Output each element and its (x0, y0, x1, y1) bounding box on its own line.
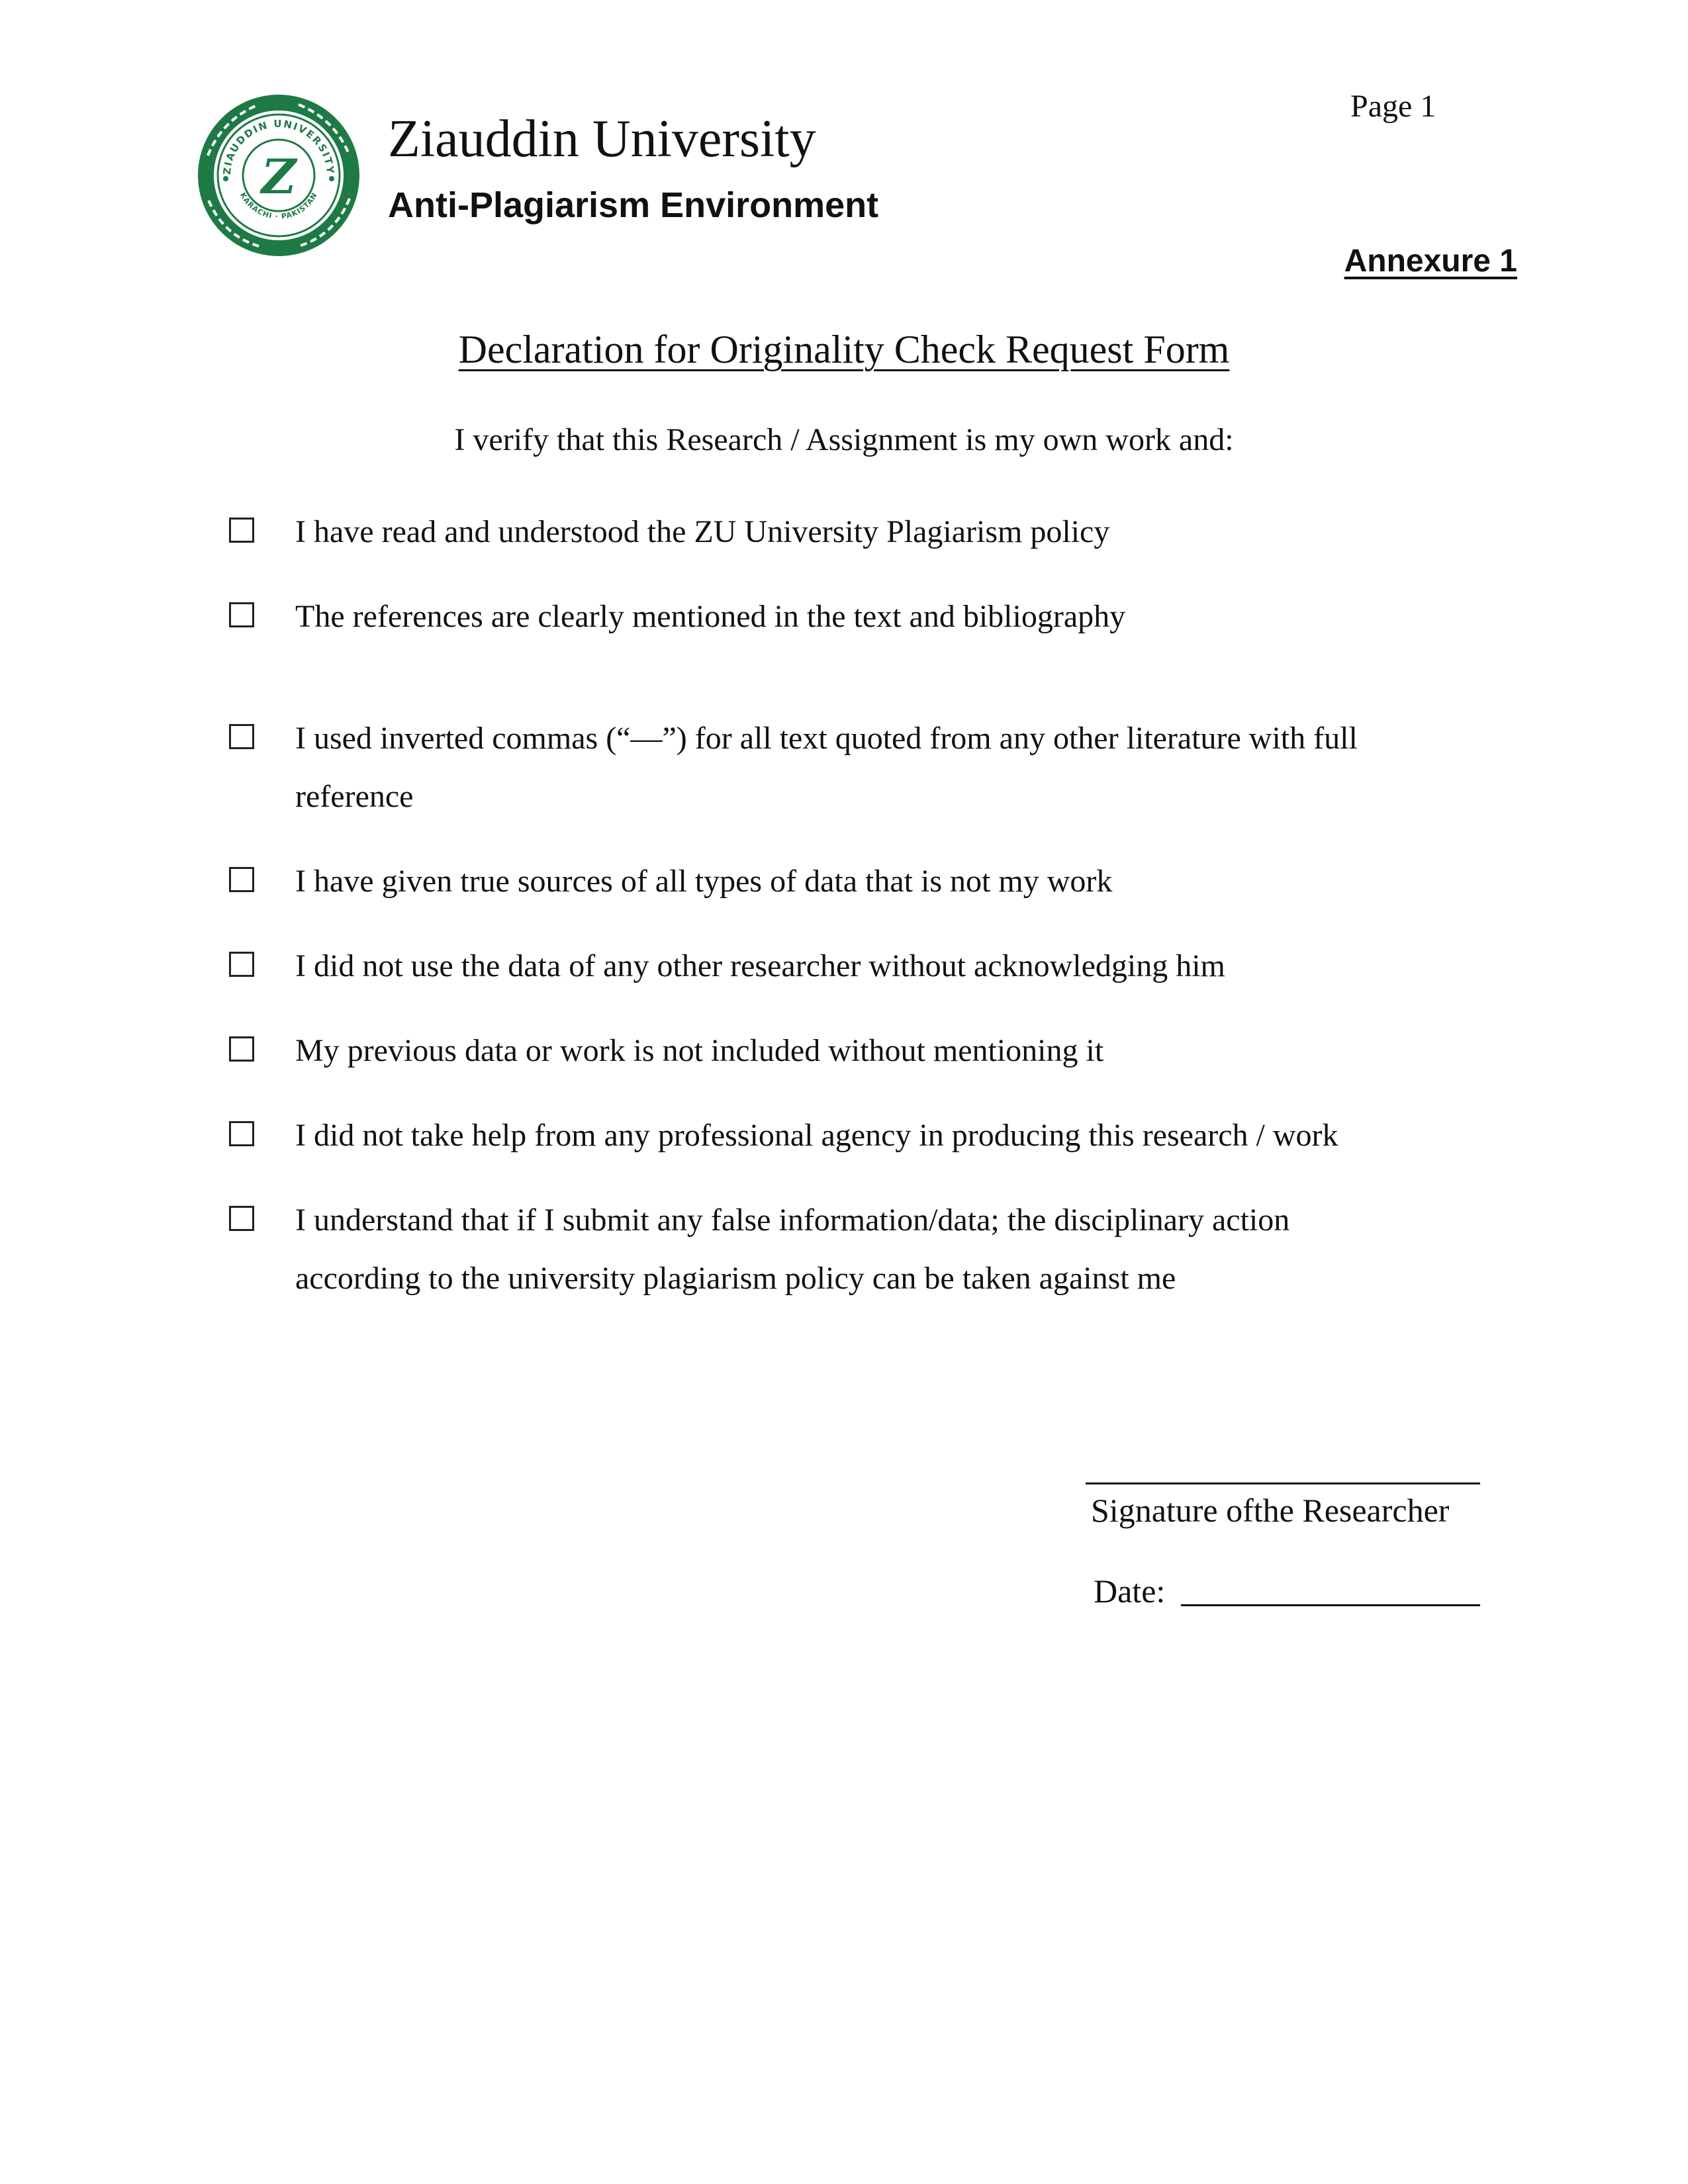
declaration-text: I understand that if I submit any false information/data; the disciplinary action (295, 1203, 1290, 1238)
environment-name: Anti-Plagiarism Environment (388, 185, 879, 225)
signature-label: Signature ofthe Researcher (1091, 1492, 1450, 1529)
declaration-text: I have read and understood the ZU University Plagiarism policy (295, 514, 1110, 549)
checkbox[interactable] (229, 1206, 254, 1231)
logo-top-text: ZIAUDDIN UNIVERSITY (220, 117, 337, 175)
declaration-text: My previous data or work is not included without mentioning it (295, 1033, 1104, 1068)
university-logo (196, 93, 361, 258)
checkbox[interactable] (229, 724, 254, 749)
intro-statement: I verify that this Research / Assignment is my own work and: (454, 422, 1234, 457)
form-title-text: Declaration for Originality Check Request Form (458, 328, 1230, 371)
checkbox[interactable] (229, 602, 254, 627)
page-number: Page 1 (1350, 89, 1436, 124)
university-name: Ziauddin University (388, 110, 816, 168)
checkbox[interactable] (229, 867, 254, 892)
form-title (0, 326, 1688, 373)
checkbox[interactable] (229, 1036, 254, 1062)
checkbox[interactable] (229, 952, 254, 977)
declaration-text: I have given true sources of all types of data that is not my work (295, 864, 1113, 899)
logo-monogram: Z (261, 148, 297, 205)
annexure-label: Annexure 1 (1344, 244, 1517, 279)
declaration-text: The references are clearly mentioned in the text and bibliography (295, 599, 1126, 634)
declaration-text-continued: reference (295, 779, 414, 814)
university-seal-icon (196, 93, 361, 258)
signature-line[interactable] (1086, 1482, 1480, 1484)
declaration-text-continued: according to the university plagiarism policy can be taken against me (295, 1261, 1176, 1296)
checkbox[interactable] (229, 518, 254, 543)
date-row (1094, 1571, 1165, 1611)
date-line[interactable] (1181, 1604, 1480, 1606)
declaration-text: I used inverted commas (“—”) for all text quoted from any other literature with full (295, 721, 1358, 756)
declaration-text: I did not use the data of any other researcher without acknowledging him (295, 948, 1225, 983)
date-label: Date: (1094, 1572, 1166, 1610)
declaration-text: I did not take help from any professional agency in producing this research / work (295, 1118, 1338, 1153)
checkbox[interactable] (229, 1121, 254, 1146)
logo-bottom-text: KARACHI · PAKISTAN (238, 191, 319, 221)
